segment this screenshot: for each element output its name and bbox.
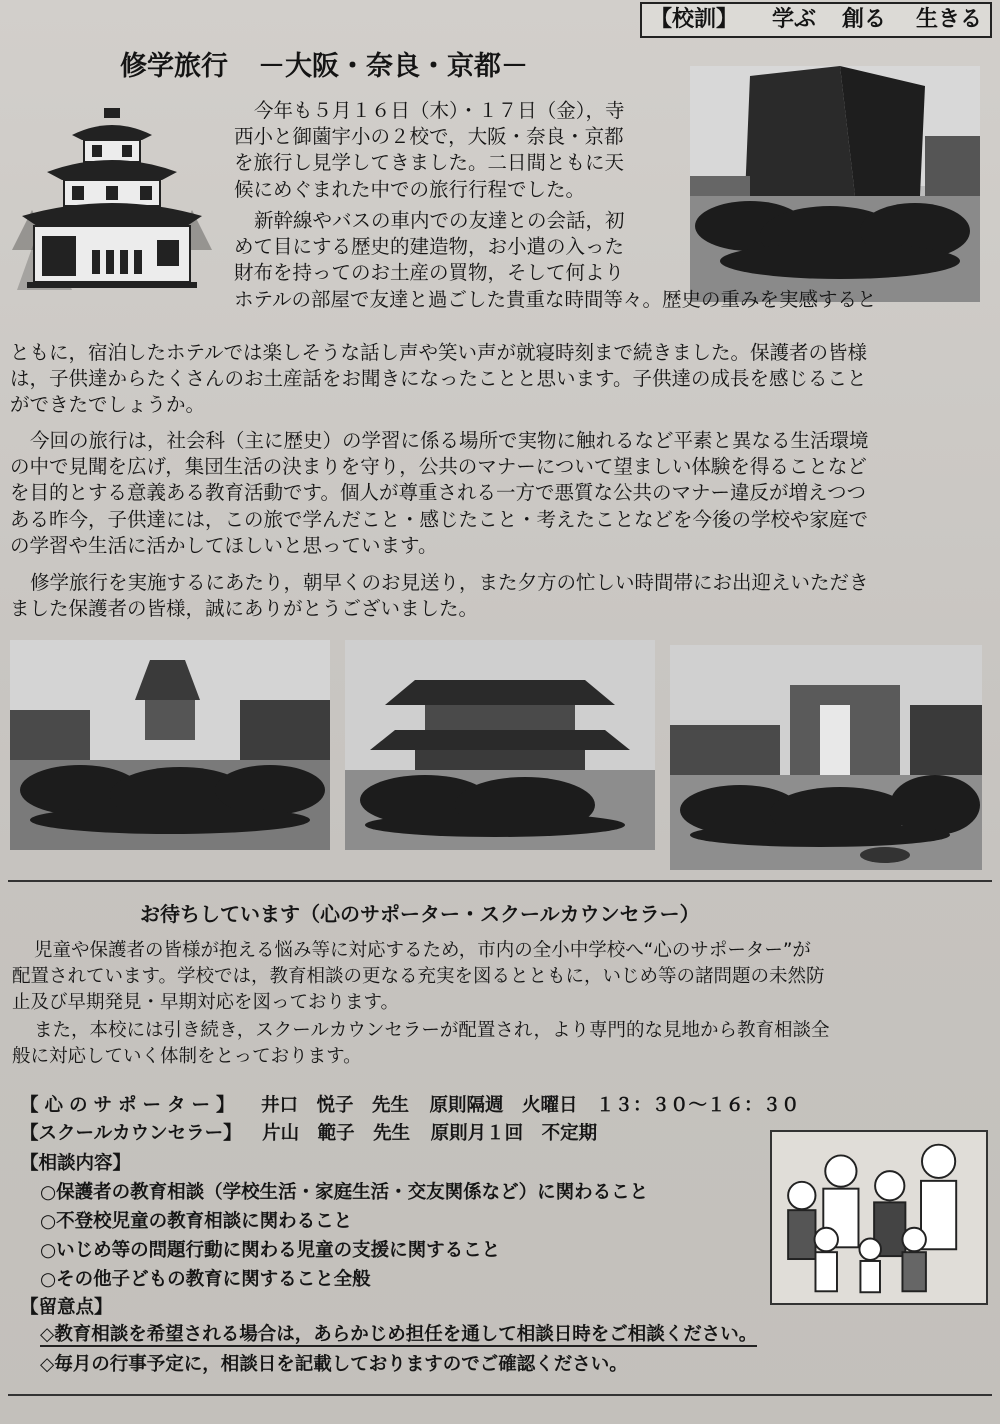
- group-photo-temple: [670, 645, 982, 870]
- text-line: を旅行し見学してきました。二日間ともに天: [234, 151, 625, 175]
- school-counselor-schedule: 原則月１回 不定期: [430, 1123, 598, 1144]
- motto-label: 【校訓】: [650, 7, 739, 32]
- text-line: ホテルの部屋で友達と過ごした貴重な時間等々。歴史の重みを実感すると: [234, 287, 877, 311]
- supporter-row: [20, 1094, 799, 1118]
- family-illustration: [770, 1130, 988, 1305]
- note-item: ◇毎月の行事予定に，相談日を記載しておりますのでご確認ください。: [40, 1354, 628, 1375]
- text-line: の学習や生活に活かしてほしいと思っています。: [10, 533, 438, 557]
- counselor-paragraph-2: [12, 1018, 830, 1070]
- group-photo-osaka-castle: [10, 640, 330, 850]
- text-line: 今回の旅行は，社会科（主に歴史）の学習に係る場所で実物に触れるなど平素と異なる生活環境: [30, 429, 869, 452]
- text-line: 配置されています。学校では，教育相談の更なる充実を図るとともに，いじめ等の諸問題の未然防: [12, 966, 825, 987]
- trip-paragraph-4: [10, 570, 869, 622]
- supporter-name: 井口 悦子 先生: [260, 1095, 409, 1116]
- text-line: また，本校には引き続き，スクールカウンセラーが配置され，より専門的な見地から教育相談全: [34, 1020, 830, 1041]
- supporter-schedule: 原則隔週 火曜日 １３：３０～１６：３０: [429, 1095, 800, 1116]
- text-line: ました保護者の皆様，誠にありがとうございました。: [10, 597, 479, 621]
- trip-paragraph-1: [234, 98, 625, 203]
- school-counselor-row: [20, 1122, 597, 1146]
- school-counselor-label: 【スクールカウンセラー】: [20, 1123, 242, 1144]
- text-line: ある昨今，子供達には，この旅で学んだこと・感じたこと・考えたことなどを今後の学校や家庭で: [10, 507, 869, 531]
- notes-list: [40, 1320, 757, 1380]
- text-line: 止及び早期発見・早期対応を図っております。: [12, 992, 400, 1013]
- trip-paragraph-3: [10, 428, 869, 559]
- school-counselor-name: 片山 範子 先生: [262, 1123, 411, 1144]
- text-line: を目的とする意義ある教育活動です。個人が尊重される一方で悪質な公共のマナー違反が増えつつ: [10, 481, 867, 505]
- motto-word-2: 創る: [842, 7, 887, 32]
- text-line: 候にめぐまれた中での旅行行程でした。: [234, 177, 586, 201]
- note-item: ◇教育相談を希望される場合は，あらかじめ担任を通して相談日時をご相談ください。: [40, 1324, 758, 1345]
- text-line: 修学旅行を実施するにあたり，朝早くのお見送り，また夕方の忙しい時間帯にお出迎えいただき: [30, 571, 869, 594]
- list-item: ○その他子どもの教育に関すること全般: [40, 1269, 371, 1290]
- list-item: ○不登校児童の教育相談に関わること: [40, 1211, 353, 1232]
- trip-title: 修学旅行: [120, 51, 228, 82]
- text-line: ができたでしょうか。: [10, 393, 206, 417]
- text-line: 財布を持ってのお土産の買物，そして何より: [234, 261, 625, 285]
- consult-label: 【相談内容】: [20, 1153, 132, 1174]
- list-item: ○いじめ等の問題行動に関わる児童の支援に関すること: [40, 1240, 501, 1261]
- text-line: 新幹線やバスの車内での友達との会話，初: [254, 209, 625, 232]
- section-divider: [8, 880, 992, 882]
- trip-subtitle: －大阪・奈良・京都－: [258, 51, 528, 82]
- text-line: ともに，宿泊したホテルでは楽しそうな話し声や笑い声が就寝時刻まで続きました。保護者の皆様: [10, 341, 868, 364]
- group-photo-todaiji: [345, 640, 655, 850]
- counselor-heading: お待ちしています（心のサポーター・スクールカウンセラー）: [140, 902, 700, 926]
- trip-heading: [120, 44, 528, 83]
- trip-paragraph-2-narrow: [234, 208, 877, 313]
- pagoda-illustration: [12, 100, 212, 290]
- school-motto-box: [640, 2, 992, 38]
- consult-list: [40, 1178, 648, 1294]
- text-line: めて目にする歴史的建造物，お小遣の入った: [234, 235, 625, 259]
- trip-paragraph-2-full: [10, 340, 867, 419]
- text-line: 般に対応していく体制をとっております。: [12, 1046, 362, 1067]
- text-line: は，子供達からたくさんのお土産話をお聞きになったことと思います。子供達の成長を感じること: [10, 367, 867, 391]
- text-line: 児童や保護者の皆様が抱える悩み等に対応するため，市内の全小中学校へ“心のサポーター”が: [34, 940, 811, 961]
- notes-label: 【留意点】: [20, 1297, 113, 1318]
- motto-word-3: 生きる: [916, 7, 983, 32]
- text-line: の中で見聞を広げ，集団生活の決まりを守り，公共のマナーについて望ましい体験を得ることなど: [10, 455, 867, 479]
- counselor-paragraph-1: [12, 938, 825, 1016]
- list-item: ○保護者の教育相談（学校生活・家庭生活・交友関係など）に関わること: [40, 1182, 649, 1203]
- supporter-label: 【心のサポーター】: [20, 1095, 241, 1116]
- text-line: 今年も５月１６日（木）・１７日（金），寺: [254, 99, 625, 122]
- motto-word-1: 学ぶ: [772, 7, 817, 32]
- text-line: 西小と御薗宇小の２校で，大阪・奈良・京都: [234, 125, 624, 149]
- bottom-divider: [8, 1394, 992, 1396]
